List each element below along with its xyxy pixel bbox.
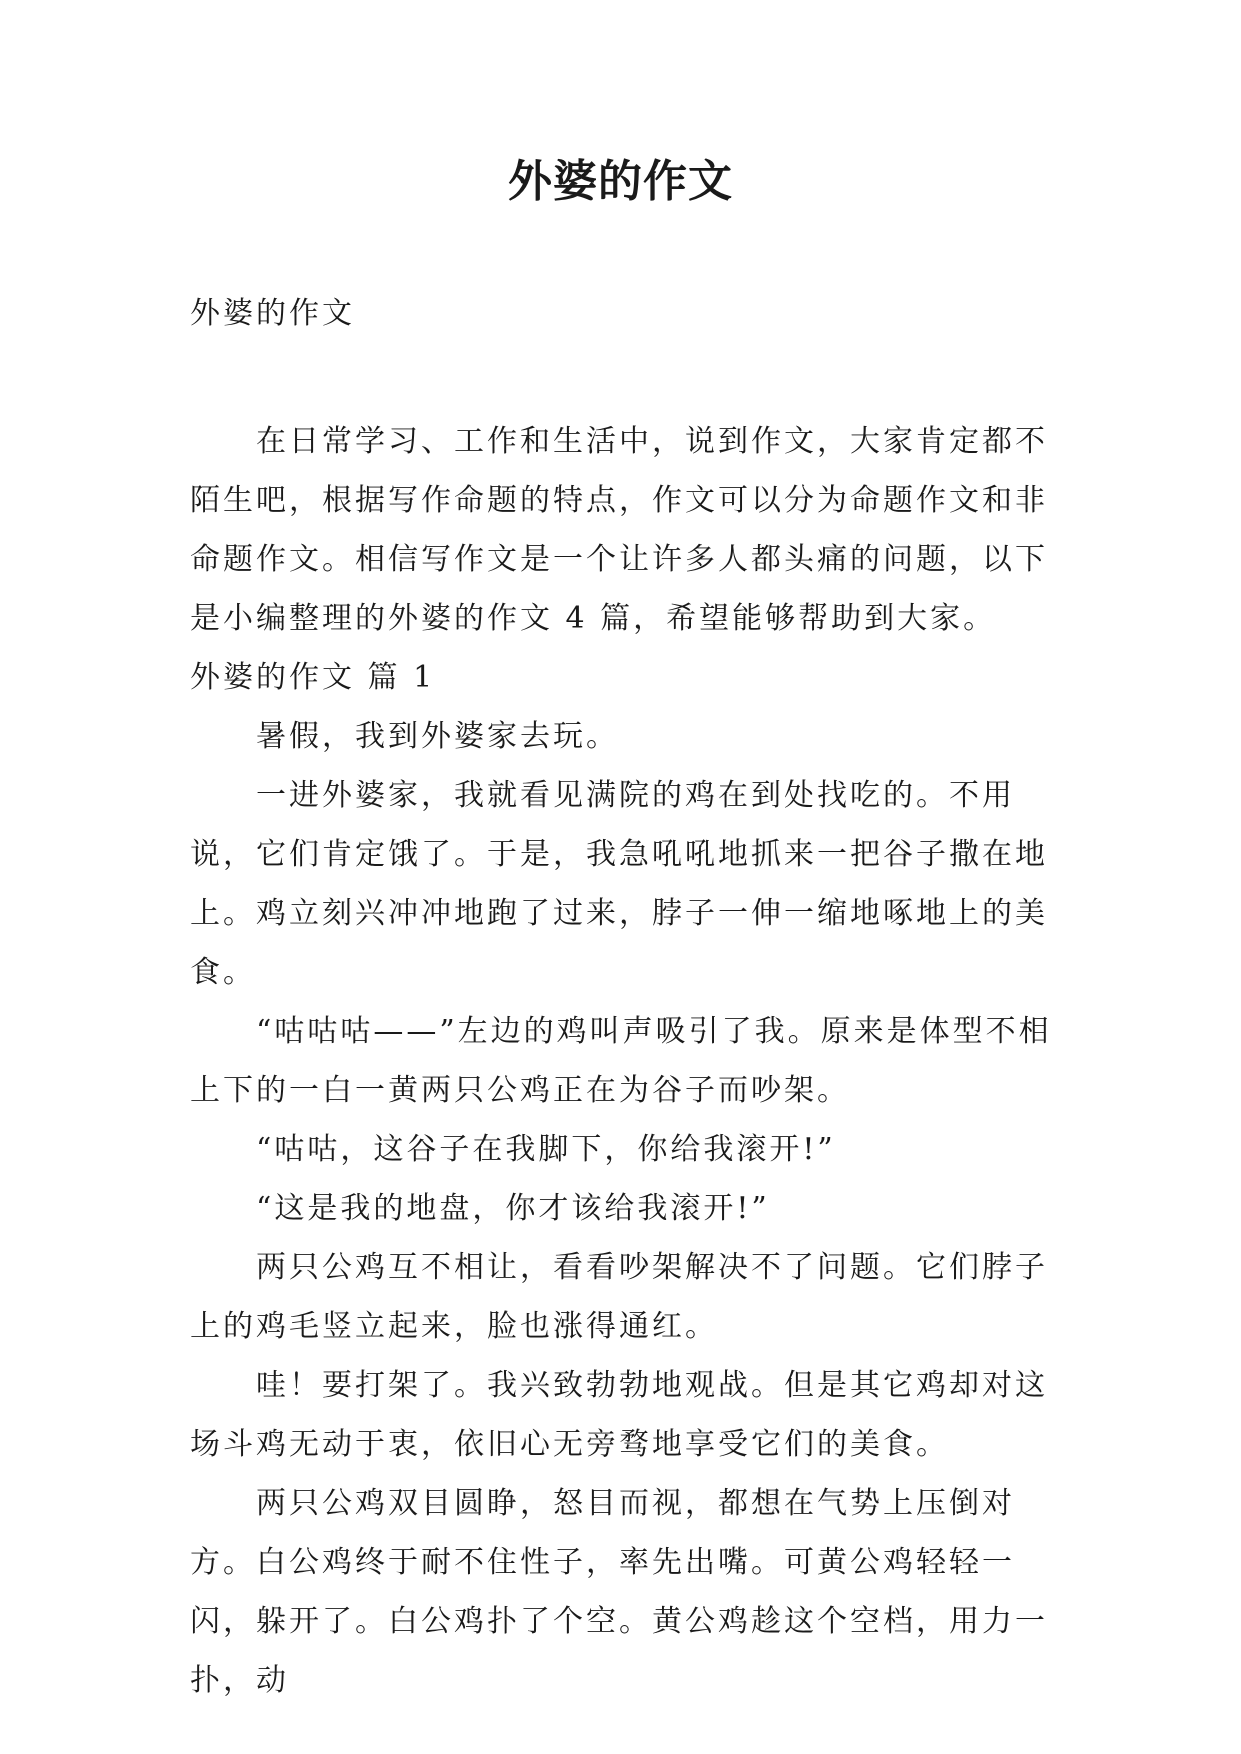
document-title: 外婆的作文 — [508, 156, 733, 207]
body-paragraph: “咕咕，这谷子在我脚下，你给我滚开!” — [256, 1132, 836, 1167]
intro-paragraph: 在日常学习、工作和生活中，说到作文，大家肯定都不陌生吧，根据写作命题的特点，作文可以分为命题作文和非命题作文。相信写作文是一个让许多人都头痛的问题，以下是小编整理的外婆的作文 4 篇，希望能够帮助到大家。 — [190, 424, 1048, 636]
body-paragraph: 暑假，我到外婆家去玩。 — [256, 719, 619, 754]
body-paragraph: 两只公鸡互不相让，看看吵架解决不了问题。它们脖子上的鸡毛竖立起来，脸也涨得通红。 — [190, 1250, 1048, 1344]
body-paragraph: 两只公鸡双目圆睁，怒目而视，都想在气势上压倒对方。白公鸡终于耐不住性子，率先出嘴。可黄公鸡轻轻一闪，躲开了。白公鸡扑了个空。黄公鸡趁这个空档，用力一扑，动 — [190, 1486, 1048, 1698]
body-paragraph: 哇！要打架了。我兴致勃勃地观战。但是其它鸡却对这场斗鸡无动于衷，依旧心无旁骛地享受它们的美食。 — [190, 1368, 1048, 1462]
section-heading: 外婆的作文 篇 1 — [190, 660, 436, 695]
document-label: 外婆的作文 — [190, 296, 355, 331]
document-body — [190, 284, 1070, 1710]
body-paragraph: “这是我的地盘，你才该给我滚开!” — [256, 1191, 770, 1226]
body-paragraph: 一进外婆家，我就看见满院的鸡在到处找吃的。不用说，它们肯定饿了。于是，我急吼吼地抓来一把谷子撒在地上。鸡立刻兴冲冲地跑了过来，脖子一伸一缩地啄地上的美食。 — [190, 778, 1048, 990]
body-paragraph: “咕咕咕——”左边的鸡叫声吸引了我。原来是体型不相上下的一白一黄两只公鸡正在为谷子而吵架。 — [190, 1014, 1052, 1108]
